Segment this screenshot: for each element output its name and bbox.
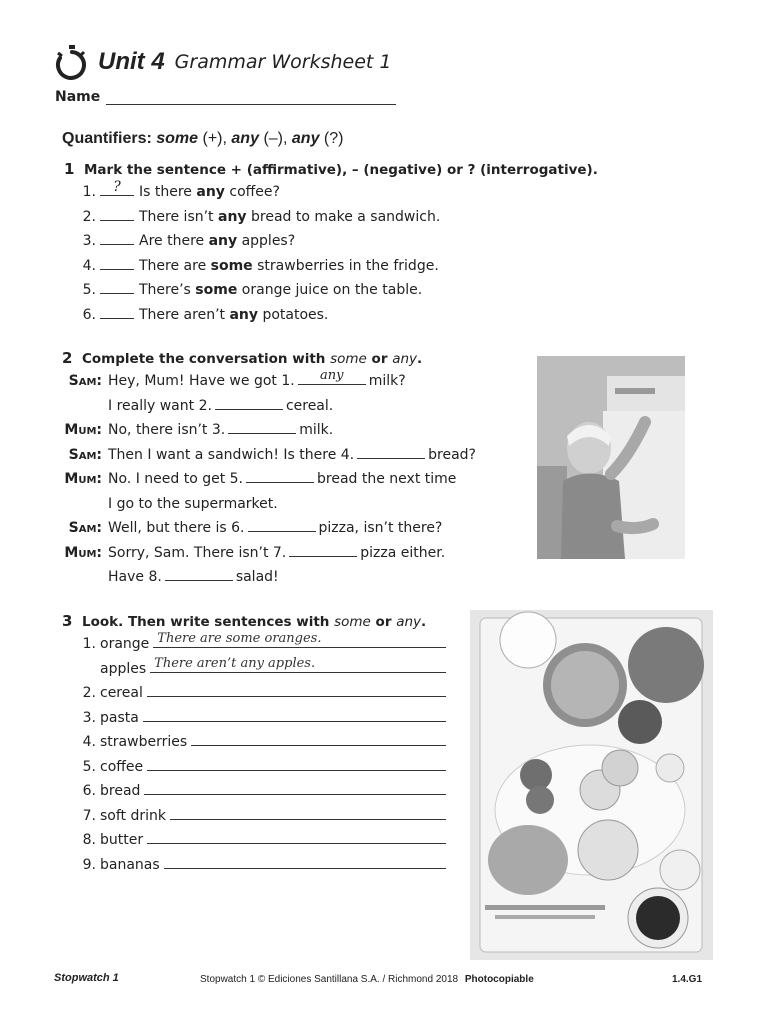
handwritten-answer: There aren’t any apples.: [154, 655, 316, 671]
item-number: 4.: [82, 257, 96, 274]
handwritten-answer: ?: [113, 179, 121, 195]
answer-blank[interactable]: [100, 230, 134, 245]
line-text: milk?: [368, 373, 406, 389]
line-text: Well, but there is 6.: [108, 520, 245, 536]
worksheet-title: Grammar Worksheet 1: [174, 51, 392, 73]
exercise-2-instruction: [62, 349, 476, 367]
answer-gap[interactable]: [228, 419, 296, 434]
any-word: any: [231, 130, 259, 147]
line-text: pizza either.: [360, 544, 446, 561]
speaker-label: Sam:: [68, 373, 102, 389]
sentence-text: There’s: [139, 282, 196, 298]
page-code: 1.4.G1: [672, 974, 703, 985]
answer-line[interactable]: [147, 681, 446, 697]
item-number: 7.: [82, 807, 96, 824]
speaker-label: Mum:: [64, 544, 102, 561]
answer-gap[interactable]: [246, 468, 314, 483]
item-number: 5.: [82, 758, 96, 775]
item-number: 5.: [82, 282, 96, 298]
breakfast-tray-photo: [470, 610, 713, 960]
line-text: Hey, Mum! Have we got 1.: [108, 373, 295, 389]
list-item: [80, 205, 598, 230]
answer-gap[interactable]: [298, 370, 366, 385]
sentence-text: Is there: [139, 184, 197, 200]
food-word: apples: [100, 660, 147, 677]
sentence-text: There isn’t: [139, 208, 218, 225]
conversation-line: [56, 541, 476, 566]
sentence-text: orange juice on the table.: [237, 282, 423, 298]
quantifier-word: any: [229, 306, 258, 323]
answer-gap[interactable]: [357, 444, 425, 459]
speaker-label: Sam:: [68, 446, 102, 463]
answer-line[interactable]: [191, 730, 446, 746]
conversation-line: [56, 492, 476, 517]
line-text: I go to the supermarket.: [108, 495, 278, 512]
or-word: or: [366, 351, 393, 367]
answer-gap[interactable]: [165, 566, 233, 581]
speaker-label: Mum:: [64, 422, 102, 438]
answer-line[interactable]: [153, 632, 446, 648]
quantifier-word: any: [208, 233, 238, 249]
name-input-line[interactable]: [106, 90, 396, 105]
list-item: [80, 180, 598, 205]
name-row: [55, 89, 396, 105]
answer-line[interactable]: [143, 706, 446, 722]
answer-blank[interactable]: [100, 206, 134, 221]
quantifier-word: some: [195, 282, 238, 298]
list-item: [80, 828, 446, 853]
speaker-label: Sam:: [68, 520, 102, 536]
instruction-text: Mark the sentence + (affirmative), – (negative) or ? (interrogative).: [84, 162, 598, 178]
any-word: any: [291, 130, 320, 147]
line-text: milk.: [299, 422, 334, 438]
answer-line[interactable]: [147, 828, 446, 844]
answer-blank[interactable]: [100, 181, 134, 196]
food-word: orange: [100, 636, 150, 652]
answer-line[interactable]: [150, 657, 446, 673]
food-word: coffee: [100, 758, 144, 775]
sentence-text: There aren’t: [139, 306, 230, 323]
exercise-number: 1: [64, 160, 75, 178]
exercise-2: [62, 349, 476, 590]
food-word: cereal: [100, 685, 143, 701]
conversation-line: [56, 516, 476, 541]
sentence-text: There are: [139, 257, 211, 274]
quantifier-word: any: [218, 208, 247, 225]
food-word: bananas: [100, 856, 160, 873]
item-number: 6.: [82, 306, 96, 323]
boy-fridge-photo: [537, 356, 685, 559]
quantifier-word: any: [196, 184, 225, 200]
line-text: pizza, isn’t there?: [318, 520, 443, 536]
answer-gap[interactable]: [248, 517, 316, 532]
item-number: 3.: [82, 233, 96, 249]
period: .: [417, 351, 423, 367]
any-word: any: [392, 351, 418, 367]
exercise-1-list: [80, 180, 598, 327]
conversation-line: [56, 467, 476, 492]
list-item: [80, 779, 446, 804]
some-word: some: [330, 351, 367, 367]
question-sign: (?): [323, 130, 344, 147]
copyright: Stopwatch 1 © Ediciones Santillana S.A. / Richmond 2018: [200, 974, 459, 985]
item-number: 9.: [82, 856, 96, 873]
list-item: [80, 303, 598, 328]
stopwatch-icon: [54, 44, 90, 80]
line-text: bread the next time: [317, 471, 457, 487]
conversation: [56, 369, 476, 590]
any-word: any: [396, 614, 422, 630]
food-word: strawberries: [100, 734, 188, 750]
instruction-text: Complete the conversation with: [82, 351, 331, 367]
food-word: pasta: [100, 709, 139, 726]
item-number: 6.: [82, 783, 96, 799]
exercise-3: [62, 612, 446, 877]
list-item: [80, 730, 446, 755]
answer-gap[interactable]: [289, 542, 357, 557]
food-word: soft drink: [100, 807, 166, 824]
list-item: [80, 804, 446, 829]
item-number: 1.: [82, 636, 96, 652]
item-number: 1.: [82, 184, 96, 200]
line-text: No. I need to get 5.: [108, 471, 244, 487]
answer-blank[interactable]: [100, 255, 134, 270]
answer-gap[interactable]: [215, 395, 283, 410]
line-text: No, there isn’t 3.: [108, 422, 226, 438]
sentence-text: coffee?: [224, 184, 280, 200]
conversation-line: [56, 565, 476, 590]
answer-line[interactable]: [170, 804, 446, 820]
item-number: 8.: [82, 832, 96, 848]
or-word: or: [370, 614, 397, 630]
list-item: [80, 254, 598, 279]
conversation-line: [56, 369, 476, 394]
brand-logo: Stopwatch 1: [54, 972, 119, 984]
list-item: [80, 657, 446, 682]
exercise-3-instruction: [62, 612, 446, 630]
food-word: bread: [100, 783, 141, 799]
item-number: 2.: [82, 208, 96, 225]
item-number: 4.: [82, 734, 96, 750]
answer-blank[interactable]: [100, 304, 134, 319]
item-number: 3.: [82, 709, 96, 726]
unit-label: Unit 4: [98, 48, 165, 75]
some-word: some: [334, 614, 371, 630]
copyright-text: [200, 974, 534, 985]
list-item: [80, 681, 446, 706]
handwritten-answer: There are some oranges.: [157, 631, 322, 646]
exercise-3-list: [80, 632, 446, 877]
breakfast-tray-illustration: [470, 610, 713, 960]
line-text: I really want 2.: [108, 397, 212, 414]
line-text: bread?: [428, 446, 476, 463]
photocopiable-label: Photocopiable: [464, 974, 534, 985]
quantifiers-label: Quantifiers:: [62, 130, 152, 147]
conversation-line: [56, 418, 476, 443]
line-text: cereal.: [285, 397, 334, 414]
list-item: [80, 853, 446, 878]
food-word: butter: [100, 832, 144, 848]
sentence-text: strawberries in the fridge.: [252, 257, 439, 274]
list-item: [80, 706, 446, 731]
sentence-text: Are there: [139, 233, 209, 249]
exercise-1-instruction: [64, 160, 598, 178]
exercise-number: 2: [62, 349, 73, 367]
line-text: Then I want a sandwich! Is there 4.: [108, 446, 355, 463]
name-label: Name: [55, 89, 101, 105]
boy-fridge-illustration: [537, 356, 685, 559]
instruction-text: Look. Then write sentences with: [82, 614, 335, 630]
item-number: 2.: [82, 685, 96, 701]
quantifier-word: some: [210, 257, 253, 274]
answer-blank[interactable]: [100, 279, 134, 294]
worksheet-header: [54, 42, 391, 82]
conversation-line: [56, 443, 476, 468]
line-text: Sorry, Sam. There isn’t 7.: [108, 544, 287, 561]
section-title: [62, 130, 343, 148]
speaker-label: Mum:: [64, 471, 102, 487]
line-text: salad!: [235, 569, 279, 585]
handwritten-answer: any: [319, 368, 344, 383]
exercise-number: 3: [62, 612, 73, 630]
sentence-text: potatoes.: [258, 306, 329, 323]
line-text: Have 8.: [108, 569, 162, 585]
answer-line[interactable]: [144, 779, 446, 795]
sentence-text: bread to make a sandwich.: [246, 208, 441, 225]
sentence-text: apples?: [237, 233, 296, 249]
answer-line[interactable]: [147, 755, 446, 771]
conversation-line: [56, 394, 476, 419]
plus-sign: (+),: [202, 130, 227, 147]
period: .: [421, 614, 427, 630]
list-item: [80, 229, 598, 254]
minus-sign: (–),: [263, 130, 288, 147]
some-word: some: [156, 130, 199, 147]
exercise-1: [64, 160, 598, 327]
list-item: [80, 278, 598, 303]
list-item: [80, 755, 446, 780]
list-item: [80, 632, 446, 657]
answer-line[interactable]: [164, 853, 446, 869]
